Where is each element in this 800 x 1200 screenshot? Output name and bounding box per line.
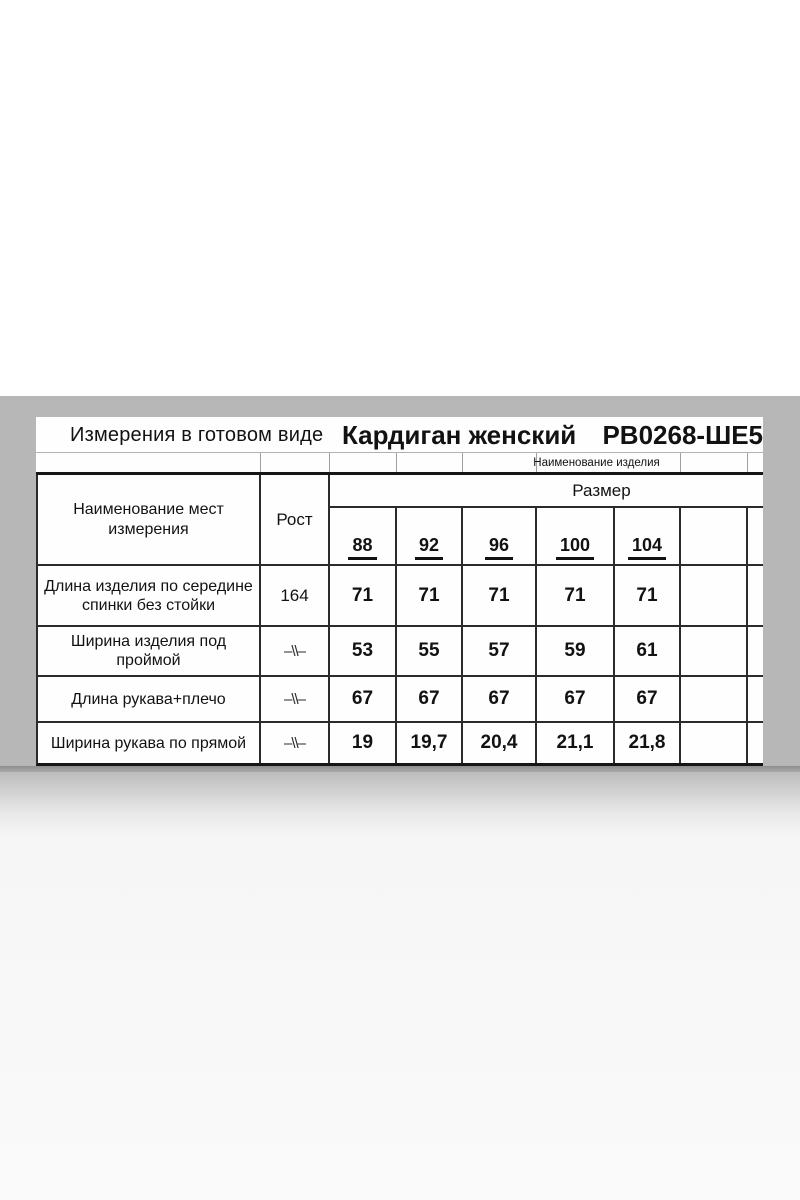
cell-value: 71 (537, 566, 615, 625)
row-label: Ширина рукава по прямой (38, 723, 261, 763)
cell-empty (681, 627, 748, 675)
cell-empty (681, 566, 748, 625)
product-name-caption: Наименование изделия (537, 453, 681, 472)
table-row (36, 627, 763, 677)
backdrop-fade (0, 772, 800, 836)
title-measurements-label: Измерения в готовом виде (70, 424, 324, 446)
cell-empty (681, 677, 748, 721)
row-height-value: –\\– (261, 677, 330, 721)
cell-cutoff (748, 627, 763, 675)
cell-value: 71 (330, 566, 397, 625)
row-height-value: –\\– (261, 723, 330, 763)
header-height: Рост (261, 475, 330, 564)
cell-value: 71 (397, 566, 463, 625)
cell-empty (681, 723, 748, 763)
size-chart-page (36, 417, 763, 766)
table-row (36, 677, 763, 723)
table-row (36, 566, 763, 627)
cell-value: 67 (330, 677, 397, 721)
cell-value: 67 (397, 677, 463, 721)
cell-value: 20,4 (463, 723, 537, 763)
size-col-cutoff (748, 508, 763, 564)
title-product-name: Кардиган женский (342, 420, 577, 450)
header-size-columns (330, 508, 763, 564)
cell-value: 19,7 (397, 723, 463, 763)
size-col-104: 104 (615, 508, 681, 564)
cell-value: 67 (615, 677, 681, 721)
subtitle-cell (681, 453, 748, 472)
cell-value: 61 (615, 627, 681, 675)
size-col-empty (681, 508, 748, 564)
title-row (36, 417, 763, 453)
table-header-row (36, 475, 763, 566)
cell-value: 57 (463, 627, 537, 675)
header-size-title: Размер (330, 475, 763, 508)
cell-value: 21,1 (537, 723, 615, 763)
subtitle-cell (463, 453, 537, 472)
cell-cutoff (748, 723, 763, 763)
row-label: Ширина изделия под проймой (38, 627, 261, 675)
cell-cutoff (748, 677, 763, 721)
row-label: Длина изделия по середине спинки без стойки (38, 566, 261, 625)
row-label: Длина рукава+плечо (38, 677, 261, 721)
row-height-value: 164 (261, 566, 330, 625)
header-measurement-places: Наименование мест измерения (38, 475, 261, 564)
cell-value: 67 (537, 677, 615, 721)
cell-value: 71 (615, 566, 681, 625)
cell-value: 21,8 (615, 723, 681, 763)
title-product-code: РВ0268-ШЕ5 (602, 420, 763, 450)
subtitle-cell (748, 453, 763, 472)
cell-cutoff (748, 566, 763, 625)
size-col-92: 92 (397, 508, 463, 564)
backdrop-bottom (0, 836, 800, 1200)
cell-value: 67 (463, 677, 537, 721)
subtitle-cell (330, 453, 397, 472)
size-col-96: 96 (463, 508, 537, 564)
header-sizes-group (330, 475, 763, 564)
cell-value: 55 (397, 627, 463, 675)
row-height-value: –\\– (261, 627, 330, 675)
cell-value: 53 (330, 627, 397, 675)
subtitle-cell (261, 453, 330, 472)
table-row (36, 723, 763, 766)
cell-value: 19 (330, 723, 397, 763)
cell-value: 59 (537, 627, 615, 675)
subtitle-cell (397, 453, 463, 472)
subtitle-cell (36, 453, 261, 472)
subtitle-row (36, 453, 763, 475)
cell-value: 71 (463, 566, 537, 625)
size-col-88: 88 (330, 508, 397, 564)
size-col-100: 100 (537, 508, 615, 564)
